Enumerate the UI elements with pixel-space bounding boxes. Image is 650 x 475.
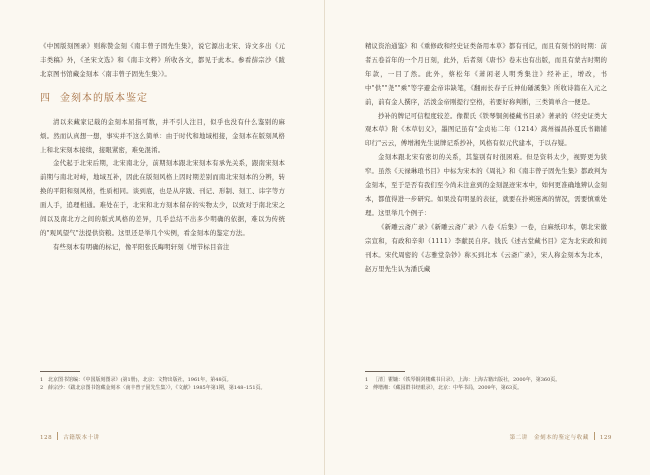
right-footnote-rule <box>365 371 405 372</box>
section-heading <box>40 92 285 106</box>
page-number: 128 <box>40 435 53 441</box>
footnote: 1 ［清］瞿镛：《铁琴铜剑楼藏书目录》，上海：上海古籍出版社，2000年，第360页。 <box>365 377 561 383</box>
right-body-text <box>365 40 607 276</box>
right-paragraph-4: 《新雕云斋广录》《新雕云斋广录》八卷《后集》一卷，白麻纸印本，朝北宋徽宗宣和，有政和辛卯（1111）李献民自序。钱氏《述古堂藏书目》定为北宋政和间刊本。宋代周密的《志雅堂杂钞》称买到北本《云斋广录》，宋人称金刻本为北本，赵万里先生认为潘氏藏 <box>365 222 607 273</box>
right-footnotes <box>365 376 607 393</box>
footnote: 1 北京图书馆编：《中国版刻图录》(第1册)，北京：文物出版社，1961年，第48页。 <box>40 377 232 383</box>
book-title: 古籍版本十讲 <box>63 435 100 441</box>
right-folio <box>510 432 612 441</box>
left-footnotes <box>40 376 285 393</box>
chapter-title: 第二讲 金刻本的鉴定与收藏 <box>509 435 589 441</box>
left-paragraph-2: 清以来藏家记载的金刻本屈指可数，并不引人注目，似乎也没有什么鉴别的麻烦。然而认真想一想，事实并不这么简单：由于时代和地域相接，金刻本在版刻风格上和北宋刻本接续，接眼紧密，难免混淆。 <box>40 117 285 154</box>
footnote: 2 薛宗沙：《跋北京图书馆藏金刻本〈南丰曾子固先生集〉》，《文献》1985年第1期，第148–151页。 <box>40 385 266 392</box>
right-page <box>325 0 650 475</box>
left-paragraph-1: 《中国版刻图录》则称赞金刻《南丰曾子固先生集》，说它源出北宋、诗文多出《元丰类稿》外，《圣宋文选》和《南丰文粹》所收各文，都见于此本。参看薛宗沙《跋北京图书馆藏金刻本〈南丰曾子固先生集〉》。 <box>40 42 285 78</box>
page-number: 129 <box>599 435 612 441</box>
right-paragraph-2: 抄补的牌记可信程度较差。像瞿氏《铁琴铜剑楼藏书目录》著录的《经史证类大观本草》附《本草衍义》，墨图记虽有"金贞祐二年（1214）嵩州福昌孙夏氏书籍铺印行"云云，傅增湘先生说牌记系抄补，风格有似元代建本，于以存疑。 <box>365 111 607 148</box>
section-number: 四 <box>40 92 51 104</box>
left-paragraph-3: 金代起于北宋后期，北宋南北分，前期刻本跟北宋刻本有承先关系，跟南宋刻本前期与南北对峙，地域互补，因此在版刻风格上因时期差别而南北宋刻本的分辨，转换的平阳和刻风格，性质相同。谈到底，也是从序跋、刊记、形制、刻工、讳字等方面人手，追理相通。难处在于，北宋和北方刻本留存的实物太少，以致对于南北宋之间以及南北方之间的版式风格的差异，几乎总结不出多少明确的依据，难以为传统的"观风望气"法提供资粮。这里还是举几个实例，看金刻本的鉴定方法。 <box>40 159 285 237</box>
left-folio <box>40 432 100 441</box>
left-body-text <box>40 40 285 255</box>
right-paragraph-1: 精议资治通鉴》和《重修政和经史证类备用本草》都有刊记，而且有刻书的时期：前者五卷首年的一个月日刻，此外，后者刻《唐书》卷末也有出版，而且有蒙古时期的年款，一目了然。此外，蔡松年《萧闲老人明秀集注》经补正，增改，书中"供""尧""乘"等字避金帝讳缺笔，《翻雨长春子丘神仙磻溪集》所收诗篇在入元之前，前有金人撰序，活泼金帝刚提行空格，若要好称判断，三类简单合一便是。 <box>365 42 608 106</box>
right-paragraph-3: 金刻本跟北宋有密切的关系，其鉴别有时很困难。但是资料太少，视野更为狭窄。虽然《天禄琳琅书目》中标为宋本的《周礼》和《南丰曾子固先生集》都政判为金刻本，至于是否有我们至今尚未注意到的金刻混迹宋本中，如何更准确地辨认金刻本，都值得进一步研究。如果没有明显的表征，就要在扑朔迷离的情况，需要慎重处理。这里举几个例子： <box>365 153 608 217</box>
section-title: 金刻本的版本鉴定 <box>60 92 148 104</box>
left-paragraph-4: 有些刻本有明确的标记，像平阳张氏晦明轩刻《增节标目音注 <box>53 242 230 251</box>
left-footnote-rule <box>40 371 80 372</box>
footnote: 2 傅增湘：《藏园群书经眼录》，北京：中华书局，2009年，第63页。 <box>365 385 523 392</box>
